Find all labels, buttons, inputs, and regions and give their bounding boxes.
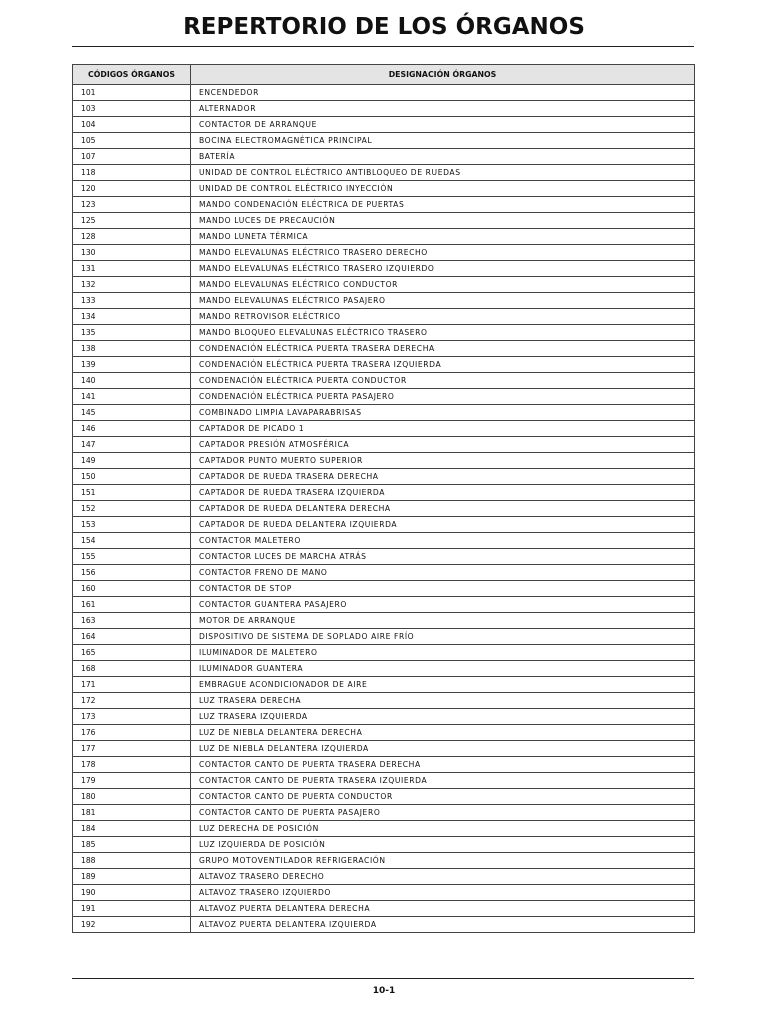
organ-designation: ALTAVOZ PUERTA DELANTERA IZQUIERDA <box>191 917 695 933</box>
organ-code: 178 <box>73 757 191 773</box>
organ-code: 172 <box>73 693 191 709</box>
organ-designation: ALTAVOZ TRASERO DERECHO <box>191 869 695 885</box>
organ-code: 154 <box>73 533 191 549</box>
table-row <box>73 741 695 757</box>
table-row <box>73 405 695 421</box>
organ-designation: GRUPO MOTOVENTILADOR REFRIGERACIÓN <box>191 853 695 869</box>
table-row <box>73 293 695 309</box>
organ-code: 164 <box>73 629 191 645</box>
organ-code: 160 <box>73 581 191 597</box>
table-row <box>73 565 695 581</box>
page-title: REPERTORIO DE LOS ÓRGANOS <box>183 14 585 40</box>
table-row <box>73 469 695 485</box>
organ-designation: LUZ DERECHA DE POSICIÓN <box>191 821 695 837</box>
organ-designation: ENCENDEDOR <box>191 85 695 101</box>
table-row <box>73 325 695 341</box>
table-row <box>73 517 695 533</box>
organ-code: 101 <box>73 85 191 101</box>
table-row <box>73 85 695 101</box>
table-row <box>73 229 695 245</box>
organ-code: 168 <box>73 661 191 677</box>
table-row <box>73 453 695 469</box>
table-row <box>73 549 695 565</box>
table-row <box>73 485 695 501</box>
table-row <box>73 101 695 117</box>
organ-designation: CONDENACIÓN ELÉCTRICA PUERTA TRASERA IZQUIERDA <box>191 357 695 373</box>
table-row <box>73 805 695 821</box>
table-row <box>73 773 695 789</box>
organ-code: 150 <box>73 469 191 485</box>
organ-code: 181 <box>73 805 191 821</box>
organ-designation: CONDENACIÓN ELÉCTRICA PUERTA PASAJERO <box>191 389 695 405</box>
organ-designation: LUZ DE NIEBLA DELANTERA DERECHA <box>191 725 695 741</box>
title-divider <box>72 46 694 47</box>
organ-code: 161 <box>73 597 191 613</box>
table-row <box>73 709 695 725</box>
table-row <box>73 725 695 741</box>
organ-designation: LUZ DE NIEBLA DELANTERA IZQUIERDA <box>191 741 695 757</box>
organ-code: 131 <box>73 261 191 277</box>
organ-designation: CONDENACIÓN ELÉCTRICA PUERTA TRASERA DERECHA <box>191 341 695 357</box>
organ-code: 152 <box>73 501 191 517</box>
table-row <box>73 693 695 709</box>
organ-code: 191 <box>73 901 191 917</box>
organ-code: 145 <box>73 405 191 421</box>
organ-code: 128 <box>73 229 191 245</box>
organ-code: 151 <box>73 485 191 501</box>
table-row <box>73 869 695 885</box>
table-row <box>73 789 695 805</box>
organ-code: 155 <box>73 549 191 565</box>
organ-code: 153 <box>73 517 191 533</box>
organ-designation: LUZ TRASERA DERECHA <box>191 693 695 709</box>
table-row <box>73 133 695 149</box>
table-row <box>73 501 695 517</box>
organ-designation: CONTACTOR DE STOP <box>191 581 695 597</box>
organ-designation: CAPTADOR DE RUEDA DELANTERA DERECHA <box>191 501 695 517</box>
organ-designation: CAPTADOR DE RUEDA TRASERA IZQUIERDA <box>191 485 695 501</box>
table-row <box>73 117 695 133</box>
organ-code: 135 <box>73 325 191 341</box>
organ-code: 176 <box>73 725 191 741</box>
table-body <box>73 85 695 933</box>
table-row <box>73 341 695 357</box>
table-row <box>73 821 695 837</box>
organ-designation: MANDO ELEVALUNAS ELÉCTRICO TRASERO DERECHO <box>191 245 695 261</box>
organ-designation: CONDENACIÓN ELÉCTRICA PUERTA CONDUCTOR <box>191 373 695 389</box>
organ-code: 134 <box>73 309 191 325</box>
organ-code: 146 <box>73 421 191 437</box>
organ-designation: MANDO BLOQUEO ELEVALUNAS ELÉCTRICO TRASERO <box>191 325 695 341</box>
organ-designation: CONTACTOR MALETERO <box>191 533 695 549</box>
organ-designation: CONTACTOR GUANTERA PASAJERO <box>191 597 695 613</box>
table-row <box>73 917 695 933</box>
organ-designation: CONTACTOR CANTO DE PUERTA TRASERA IZQUIERDA <box>191 773 695 789</box>
organ-designation: MANDO LUCES DE PRECAUCIÓN <box>191 213 695 229</box>
organ-designation: CAPTADOR DE RUEDA TRASERA DERECHA <box>191 469 695 485</box>
organ-code: 107 <box>73 149 191 165</box>
organ-code: 140 <box>73 373 191 389</box>
organ-code: 179 <box>73 773 191 789</box>
organ-designation: CONTACTOR CANTO DE PUERTA CONDUCTOR <box>191 789 695 805</box>
organ-designation: LUZ IZQUIERDA DE POSICIÓN <box>191 837 695 853</box>
organ-designation: CAPTADOR PUNTO MUERTO SUPERIOR <box>191 453 695 469</box>
organ-designation: UNIDAD DE CONTROL ELÉCTRICO INYECCIÓN <box>191 181 695 197</box>
table-row <box>73 373 695 389</box>
organ-designation: ALTAVOZ TRASERO IZQUIERDO <box>191 885 695 901</box>
organ-code: 177 <box>73 741 191 757</box>
organ-code: 171 <box>73 677 191 693</box>
table-row <box>73 677 695 693</box>
organ-code: 173 <box>73 709 191 725</box>
organ-code: 149 <box>73 453 191 469</box>
header-designation: DESIGNACIÓN ÓRGANOS <box>191 65 695 85</box>
table-row <box>73 645 695 661</box>
organ-code: 185 <box>73 837 191 853</box>
organ-designation: DISPOSITIVO DE SISTEMA DE SOPLADO AIRE FRÍO <box>191 629 695 645</box>
organ-designation: ILUMINADOR DE MALETERO <box>191 645 695 661</box>
organ-code: 156 <box>73 565 191 581</box>
table-row <box>73 197 695 213</box>
table-row <box>73 277 695 293</box>
table-row <box>73 533 695 549</box>
table-row <box>73 357 695 373</box>
table-row <box>73 837 695 853</box>
table-row <box>73 389 695 405</box>
organ-code: 132 <box>73 277 191 293</box>
organ-designation: CONTACTOR CANTO DE PUERTA TRASERA DERECHA <box>191 757 695 773</box>
organ-code: 147 <box>73 437 191 453</box>
table-row <box>73 309 695 325</box>
organ-code: 180 <box>73 789 191 805</box>
organ-code: 139 <box>73 357 191 373</box>
organ-code: 103 <box>73 101 191 117</box>
table-row <box>73 581 695 597</box>
footer-divider <box>72 978 694 979</box>
organ-code: 120 <box>73 181 191 197</box>
table-row <box>73 629 695 645</box>
table-row <box>73 245 695 261</box>
organ-designation: UNIDAD DE CONTROL ELÉCTRICO ANTIBLOQUEO DE RUEDAS <box>191 165 695 181</box>
table-row <box>73 261 695 277</box>
table-row <box>73 757 695 773</box>
table-row <box>73 181 695 197</box>
organ-designation: MANDO RETROVISOR ELÉCTRICO <box>191 309 695 325</box>
table-row <box>73 437 695 453</box>
organ-designation: COMBINADO LIMPIA LAVAPARABRISAS <box>191 405 695 421</box>
table-row <box>73 885 695 901</box>
organ-code: 104 <box>73 117 191 133</box>
organ-designation: CONTACTOR CANTO DE PUERTA PASAJERO <box>191 805 695 821</box>
organ-code: 130 <box>73 245 191 261</box>
table-row <box>73 853 695 869</box>
table-row <box>73 901 695 917</box>
table-row <box>73 149 695 165</box>
organ-designation: CONTACTOR LUCES DE MARCHA ATRÁS <box>191 549 695 565</box>
organ-code: 188 <box>73 853 191 869</box>
organ-designation: CAPTADOR DE RUEDA DELANTERA IZQUIERDA <box>191 517 695 533</box>
organ-designation: CONTACTOR FRENO DE MANO <box>191 565 695 581</box>
organ-code: 165 <box>73 645 191 661</box>
table-row <box>73 213 695 229</box>
table-header-row <box>73 65 695 85</box>
organ-designation: MANDO ELEVALUNAS ELÉCTRICO TRASERO IZQUIERDO <box>191 261 695 277</box>
table-row <box>73 165 695 181</box>
table-row <box>73 613 695 629</box>
table-row <box>73 421 695 437</box>
organ-designation: MANDO CONDENACIÓN ELÉCTRICA DE PUERTAS <box>191 197 695 213</box>
table-row <box>73 597 695 613</box>
organ-designation: CONTACTOR DE ARRANQUE <box>191 117 695 133</box>
organ-designation: BATERÍA <box>191 149 695 165</box>
organ-designation: CAPTADOR PRESIÓN ATMOSFÉRICA <box>191 437 695 453</box>
organ-code: 125 <box>73 213 191 229</box>
organ-code: 105 <box>73 133 191 149</box>
organ-code: 141 <box>73 389 191 405</box>
table-row <box>73 661 695 677</box>
organ-designation: BOCINA ELECTROMAGNÉTICA PRINCIPAL <box>191 133 695 149</box>
organ-designation: MANDO ELEVALUNAS ELÉCTRICO CONDUCTOR <box>191 277 695 293</box>
organ-code: 184 <box>73 821 191 837</box>
organ-designation: MANDO LUNETA TÉRMICA <box>191 229 695 245</box>
organ-code: 133 <box>73 293 191 309</box>
organ-code: 163 <box>73 613 191 629</box>
organ-designation: ALTAVOZ PUERTA DELANTERA DERECHA <box>191 901 695 917</box>
organ-designation: LUZ TRASERA IZQUIERDA <box>191 709 695 725</box>
organ-designation: CAPTADOR DE PICADO 1 <box>191 421 695 437</box>
organ-code: 123 <box>73 197 191 213</box>
organ-designation: ALTERNADOR <box>191 101 695 117</box>
header-codes: CÓDIGOS ÓRGANOS <box>73 65 191 85</box>
organ-designation: MOTOR DE ARRANQUE <box>191 613 695 629</box>
organ-code: 138 <box>73 341 191 357</box>
organ-designation: ILUMINADOR GUANTERA <box>191 661 695 677</box>
organ-table-container <box>72 64 694 933</box>
organ-code: 192 <box>73 917 191 933</box>
page-number: 10-1 <box>372 986 396 996</box>
organ-table <box>72 64 695 933</box>
organ-code: 189 <box>73 869 191 885</box>
organ-code: 190 <box>73 885 191 901</box>
organ-designation: MANDO ELEVALUNAS ELÉCTRICO PASAJERO <box>191 293 695 309</box>
organ-designation: EMBRAGUE ACONDICIONADOR DE AIRE <box>191 677 695 693</box>
organ-code: 118 <box>73 165 191 181</box>
